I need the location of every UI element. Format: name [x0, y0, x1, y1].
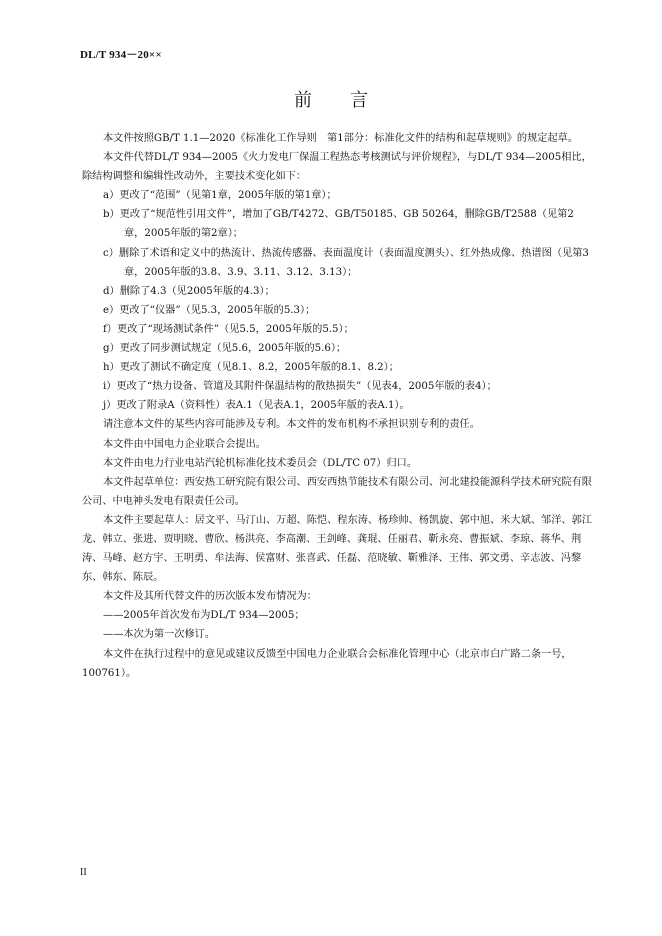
- change-item-i: i）更改了“热力设备、管道及其附件保温结构的散热损失”（见表4，2005年版的表4）；: [103, 381, 497, 393]
- paragraph-replacement: 本文件代替DL/T 934—2005《火力发电厂保温工程热态考核测试与评价规程》，与DL/T 934—2005相比，除结构调整和编辑性改动外，主要技术变化如下：: [82, 152, 592, 183]
- change-item-g: g）更改了同步测试规定（见5.6，2005年版的5.6）；: [103, 343, 347, 355]
- paragraph-committee: 本文件由电力行业电站汽轮机标准化技术委员会（DL/TC 07）归口。: [103, 457, 418, 469]
- change-item-e: e）更改了“仪器”（见5.3，2005年版的5.3）；: [103, 304, 316, 316]
- change-item-d: d）删除了4.3（见2005年版的4.3）；: [103, 285, 275, 297]
- history-item-2005: ——2005年首次发布为DL/T 934—2005；: [103, 610, 305, 622]
- history-item-revision: ——本次为第一次修订。: [103, 629, 216, 641]
- change-item-h: h）更改了测试不确定度（见8.1、8.2，2005年版的8.1、8.2）；: [103, 362, 399, 374]
- paragraph-version-history: 本文件及其所代替文件的历次版本发布情况为：: [103, 591, 317, 603]
- paragraph-drafting-rules: 本文件按照GB/T 1.1—2020《标准化工作导则 第1部分：标准化文件的结构和起草规则》的规定起草。: [103, 133, 579, 144]
- paragraph-drafting-units: 本文件起草单位：西安热工研究院有限公司、西安西热节能技术有限公司、河北建投能源科学技术研究院有限公司、中电神头发电有限责任公司。: [82, 476, 592, 507]
- page-number: II: [80, 867, 87, 878]
- change-item-a: a）更改了“范围”（见第1章，2005年版的第1章）；: [103, 190, 337, 202]
- paragraph-patent-notice: 请注意本文件的某些内容可能涉及专利。本文件的发布机构不承担识别专利的责任。: [103, 419, 480, 431]
- page-title: 前言: [294, 90, 406, 111]
- change-item-b: b）更改了“规范性引用文件”，增加了GB/T4272、GB/T50185、GB 50264，删除GB/T2588（见第2章，2005年版的第2章）；: [103, 209, 574, 240]
- change-item-f: f）更改了“现场测试条件”（见5.5，2005年版的5.5）；: [103, 323, 354, 335]
- change-item-c: c）删除了术语和定义中的热流计、热流传感器、表面温度计（表面温度测头）、红外热成像、热谱图（见第3章，2005年版的3.8、3.9、3.11、3.12、3.13）；: [103, 247, 589, 278]
- change-item-j: j）更改了附录A（资料性）表A.1（见表A.1，2005年版的表A.1）。: [103, 400, 410, 412]
- foreword-body: [82, 129, 594, 683]
- paragraph-proposer: 本文件由中国电力企业联合会提出。: [103, 438, 266, 450]
- paragraph-feedback: 本文件在执行过程中的意见或建议反馈至中国电力企业联合会标准化管理中心（北京市白广路二条一号，100761）。: [82, 648, 572, 679]
- paragraph-drafters: 本文件主要起草人：居文平、马汀山、万超、陈恺、程东涛、杨珍帅、杨凯旋、郭中旭、米大斌、邹洋、郭江龙、韩立、张进、贾明晓、曹欣、杨洪亮、李高潮、王剑峰、龚琨、任丽君、靳永亮、曹振斌、李琼、蒋华、荆涛、马峰、赵方宇、王明勇、牟法海、侯富财、张喜武、任磊、范晓敏、靳雅泽、王伟、郭文勇、辛志波、冯黎东、韩东、陈辰。: [82, 514, 592, 584]
- document-code: DL/T 934－20××: [80, 49, 162, 61]
